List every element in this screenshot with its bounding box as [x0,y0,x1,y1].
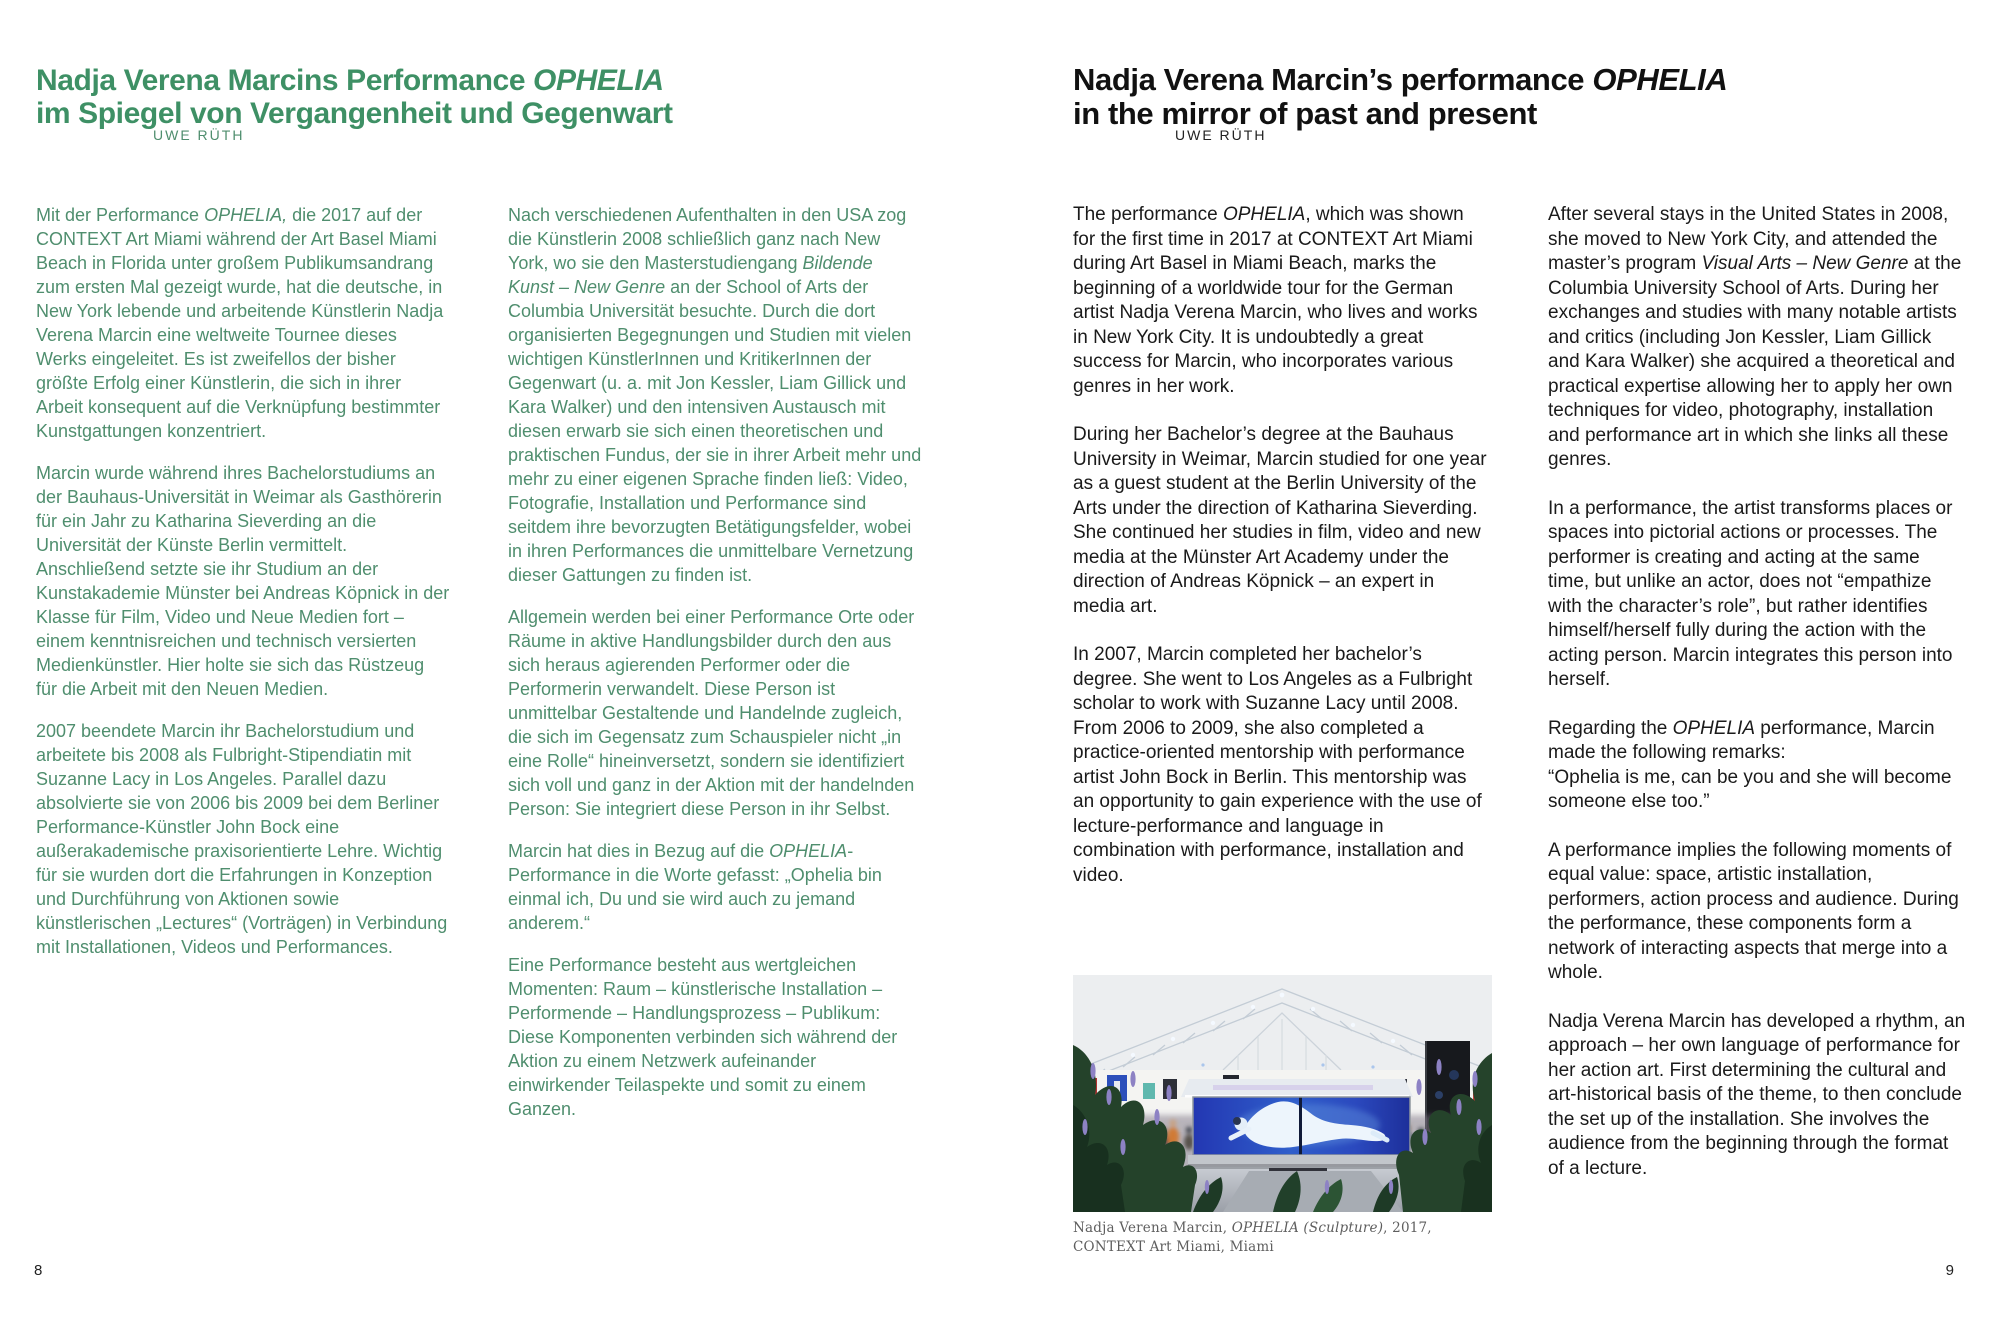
text-run: Nadja Verena Marcin’s performance [1073,61,1593,97]
paragraph [36,461,450,701]
italic-text: OPHELIA [1592,61,1728,97]
ophelia-photo [1073,975,1492,1212]
text-run: A performance implies the following moments of equal value: space, artistic installation, performers, action process and audience. During the performance, these components form a network of interacting aspects that merge into a whole. [1548,839,1959,983]
paragraph [508,839,922,935]
figure-caption [1073,1219,1492,1257]
text-run: CONTEXT Art Miami, Miami [1073,1239,1274,1255]
text-run: Nadja Verena Marcin has developed a rhythm, an approach – her own language of performance for her action art. First determining the cultural and art-historical basis of the theme, to then conclude the set up of the installation. She involves the audience from the beginning through the format of a lecture. [1548,1010,1966,1179]
author-byline-english: UWE RÜTH [1175,127,1267,143]
text-run: In 2007, Marcin completed her bachelor’s degree. She went to Los Angeles as a Fulbright scholar to work with Suzanne Lacy until 2008. From 2006 to 2009, she also completed a practice-oriented mentorship with performance artist John Bock in Berlin. This mentorship was an opportunity to gain experience with the use of lecture-performance and language in combination with performance, installation and video. [1073,644,1482,886]
italic-text: OPHELIA [1672,717,1756,739]
text-run: Marcin hat dies in Bezug auf die [508,841,770,861]
text-run: , 2017, [1383,1220,1432,1236]
paragraph [1548,1010,1966,1182]
text-run: Nadja Verena Marcins Performance [36,64,534,98]
page-number-left: 8 [34,1262,43,1279]
paragraph [36,97,796,130]
paragraph [508,605,922,821]
text-run: Nach verschiedenen Aufenthalten in den USA zog die Künstlerin 2008 schließlich ganz nach New York, wo sie den Masterstudiengang [508,205,907,273]
paragraph [1073,643,1491,888]
paragraph [36,64,796,97]
text-run: at the Columbia University School of Arts. During her exchanges and studies with many notable artists and critics (including Jon Kessler, Liam Gillick and Kara Walker) she acquired a theoretical and practical expertise allowing her to apply her own techniques for video, photography, installation and performance art in which she links all these genres. [1548,253,1962,470]
paragraph [36,719,450,959]
ophelia-photo-illustration [1073,975,1492,1212]
text-run: die 2017 auf der CONTEXT Art Miami während der Art Basel Miami Beach in Florida unter großem Publikumsandrang zum ersten Mal gezeigt wurde, hat die deutsche, in New York lebende und arbeitende Künstlerin Nadja Verena Marcin eine weltweite Tournee dieses Werks eingeleitet. Es ist zweifellos der bisher größte Erfolg einer Künstlerin, die sich in ihrer Arbeit konsequent auf die Verknüpfung bestimmter Kunstgattungen konzentriert. [36,205,444,441]
text-run: Allgemein werden bei einer Performance Orte oder Räume in aktive Handlungsbilder durch den aus sich heraus agierenden Performer oder die Performerin verwandelt. Diese Person ist unmittelbar Gestaltende und Handelnde zugleich, die sich im Gegensatz zum Schauspieler nicht „in eine Rolle“ hineinversetzt, sondern sie identifiziert sich voll und ganz in der Aktion mit der handelnden Person: Sie integriert diese Person in ihr Selbst. [508,607,915,819]
text-run: After several stays in the United States in 2008, she moved to New York City, and attended the master’s program [1548,204,1949,274]
text-run: Regarding the [1548,717,1673,739]
page-number-right: 9 [1945,1262,1954,1279]
author-byline-german: UWE RÜTH [153,127,245,143]
paragraph [1548,717,1966,815]
paragraph [1073,203,1491,399]
page-title-german [36,64,796,130]
italic-text: OPHELIA, [204,205,288,225]
text-run: im Spiegel von Vergangenheit und Gegenwart [36,97,673,131]
paragraph [1548,497,1966,693]
paragraph [508,203,922,587]
italic-text: Bildende Kunst – New Genre [508,253,873,297]
paragraph [1073,97,1873,131]
paragraph [1548,203,1966,473]
text-run: “Ophelia is me, can be you and she will become someone else too.” [1548,766,1952,812]
paragraph [1548,839,1966,986]
german-column-1 [36,203,450,977]
text-run: Nadja Verena Marcin, [1073,1220,1232,1236]
paragraph [1073,423,1491,619]
paragraph [508,953,922,1121]
text-run: The performance [1073,204,1223,225]
italic-text: OPHELIA (Sculpture) [1231,1220,1384,1236]
italic-text: OPHELIA [533,64,664,98]
text-run: in the mirror of past and present [1073,95,1537,131]
paragraph [1073,63,1873,97]
english-column-2 [1548,203,1966,1205]
italic-text: OPHELIA [1222,204,1306,225]
english-column-1 [1073,203,1491,912]
left-page [0,0,997,1326]
text-run: During her Bachelor’s degree at the Bauhaus University in Weimar, Marcin studied for one year as a guest student at the Berlin University of the Arts under the direction of Katharina Sieverding. She continued her studies in film, video and new media at the Münster Art Academy under the direction of Andreas Köpnick – an expert in media art. [1073,424,1487,617]
paragraph [36,203,450,443]
text-run: , which was shown for the first time in 2017 at CONTEXT Art Miami during Art Basel in Miami Beach, marks the beginning of a worldwide tour for the German artist Nadja Verena Marcin, who lives and works in New York City. It is undoubtedly a great success for Marcin, who incorporates various genres in her work. [1073,204,1478,397]
text-run: Marcin wurde während ihres Bachelorstudiums an der Bauhaus-Universität in Weimar als Gasthörerin für ein Jahr zu Katharina Sieverding an die Universität der Künste Berlin vermittelt. Anschließend setzte sie ihr Studium an der Kunstakademie Münster bei Andreas Köpnick in der Klasse für Film, Video und Neue Medien fort – einem kenntnisreichen und technisch versierten Medienkünstler. Hier holte sie sich das Rüstzeug für die Arbeit mit den Neuen Medien. [36,463,450,699]
text-run: an der School of Arts der Columbia Universität besuchte. Durch die dort organisierten Begegnungen und Studien mit vielen wichtigen KünstlerInnen und KritikerInnen der Gegenwart (u. a. mit Jon Kessler, Liam Gillick und Kara Walker) und den intensiven Austausch mit diesen erwarb sie sich einen theoretischen und praktischen Fundus, der sie in ihrer Arbeit mehr und mehr zu einer eigenen Sprache finden ließ: Video, Fotografie, Installation und Performance sind seitdem ihre bevorzugten Betätigungsfelder, wobei in ihren Performances die unmittelbare Vernetzung dieser Gattungen zu finden ist. [508,277,922,585]
right-page [997,0,1995,1326]
german-column-2 [508,203,922,1139]
text-run: In a performance, the artist transforms places or spaces into pictorial actions or processes. The performer is creating and acting at the same time, but unlike an actor, does not “empathize with the character’s role”, but rather identifies himself/herself fully during the action with the acting person. Marcin integrates this person into herself. [1548,497,1953,690]
italic-text: OPHELIA [769,841,848,861]
italic-text: Visual Arts – New Genre [1701,253,1909,274]
text-run: Eine Performance besteht aus wertgleichen Momenten: Raum – künstlerische Installation – Performende – Handlungsprozess – Publikum: Diese Komponenten verbinden sich während der Aktion zu einem Netzwerk aufeinander einwirkender Teilaspekte und somit zu einem Ganzen. [508,955,898,1119]
text-run: Mit der Performance [36,205,205,225]
page-title-english [1073,63,1873,131]
text-run: 2007 beendete Marcin ihr Bachelorstudium und arbeitete bis 2008 als Fulbright-Stipendiatin mit Suzanne Lacy in Los Angeles. Parallel dazu absolvierte sie von 2006 bis 2009 bei dem Berliner Performance-Künstler John Bock eine außerakademische praxisorientierte Lehre. Wichtig für sie wurden dort die Erfahrungen in Konzeption und Durchführung von Aktionen sowie künstlerischen „Lectures“ (Vorträgen) in Verbindung mit Installationen, Videos und Performances. [36,721,448,957]
text-run: -Performance in die Worte gefasst: „Ophelia bin einmal ich, Du und sie wird auch zu jemand anderem.“ [508,841,882,933]
text-run: performance, Marcin made the following remarks: [1548,717,1935,763]
